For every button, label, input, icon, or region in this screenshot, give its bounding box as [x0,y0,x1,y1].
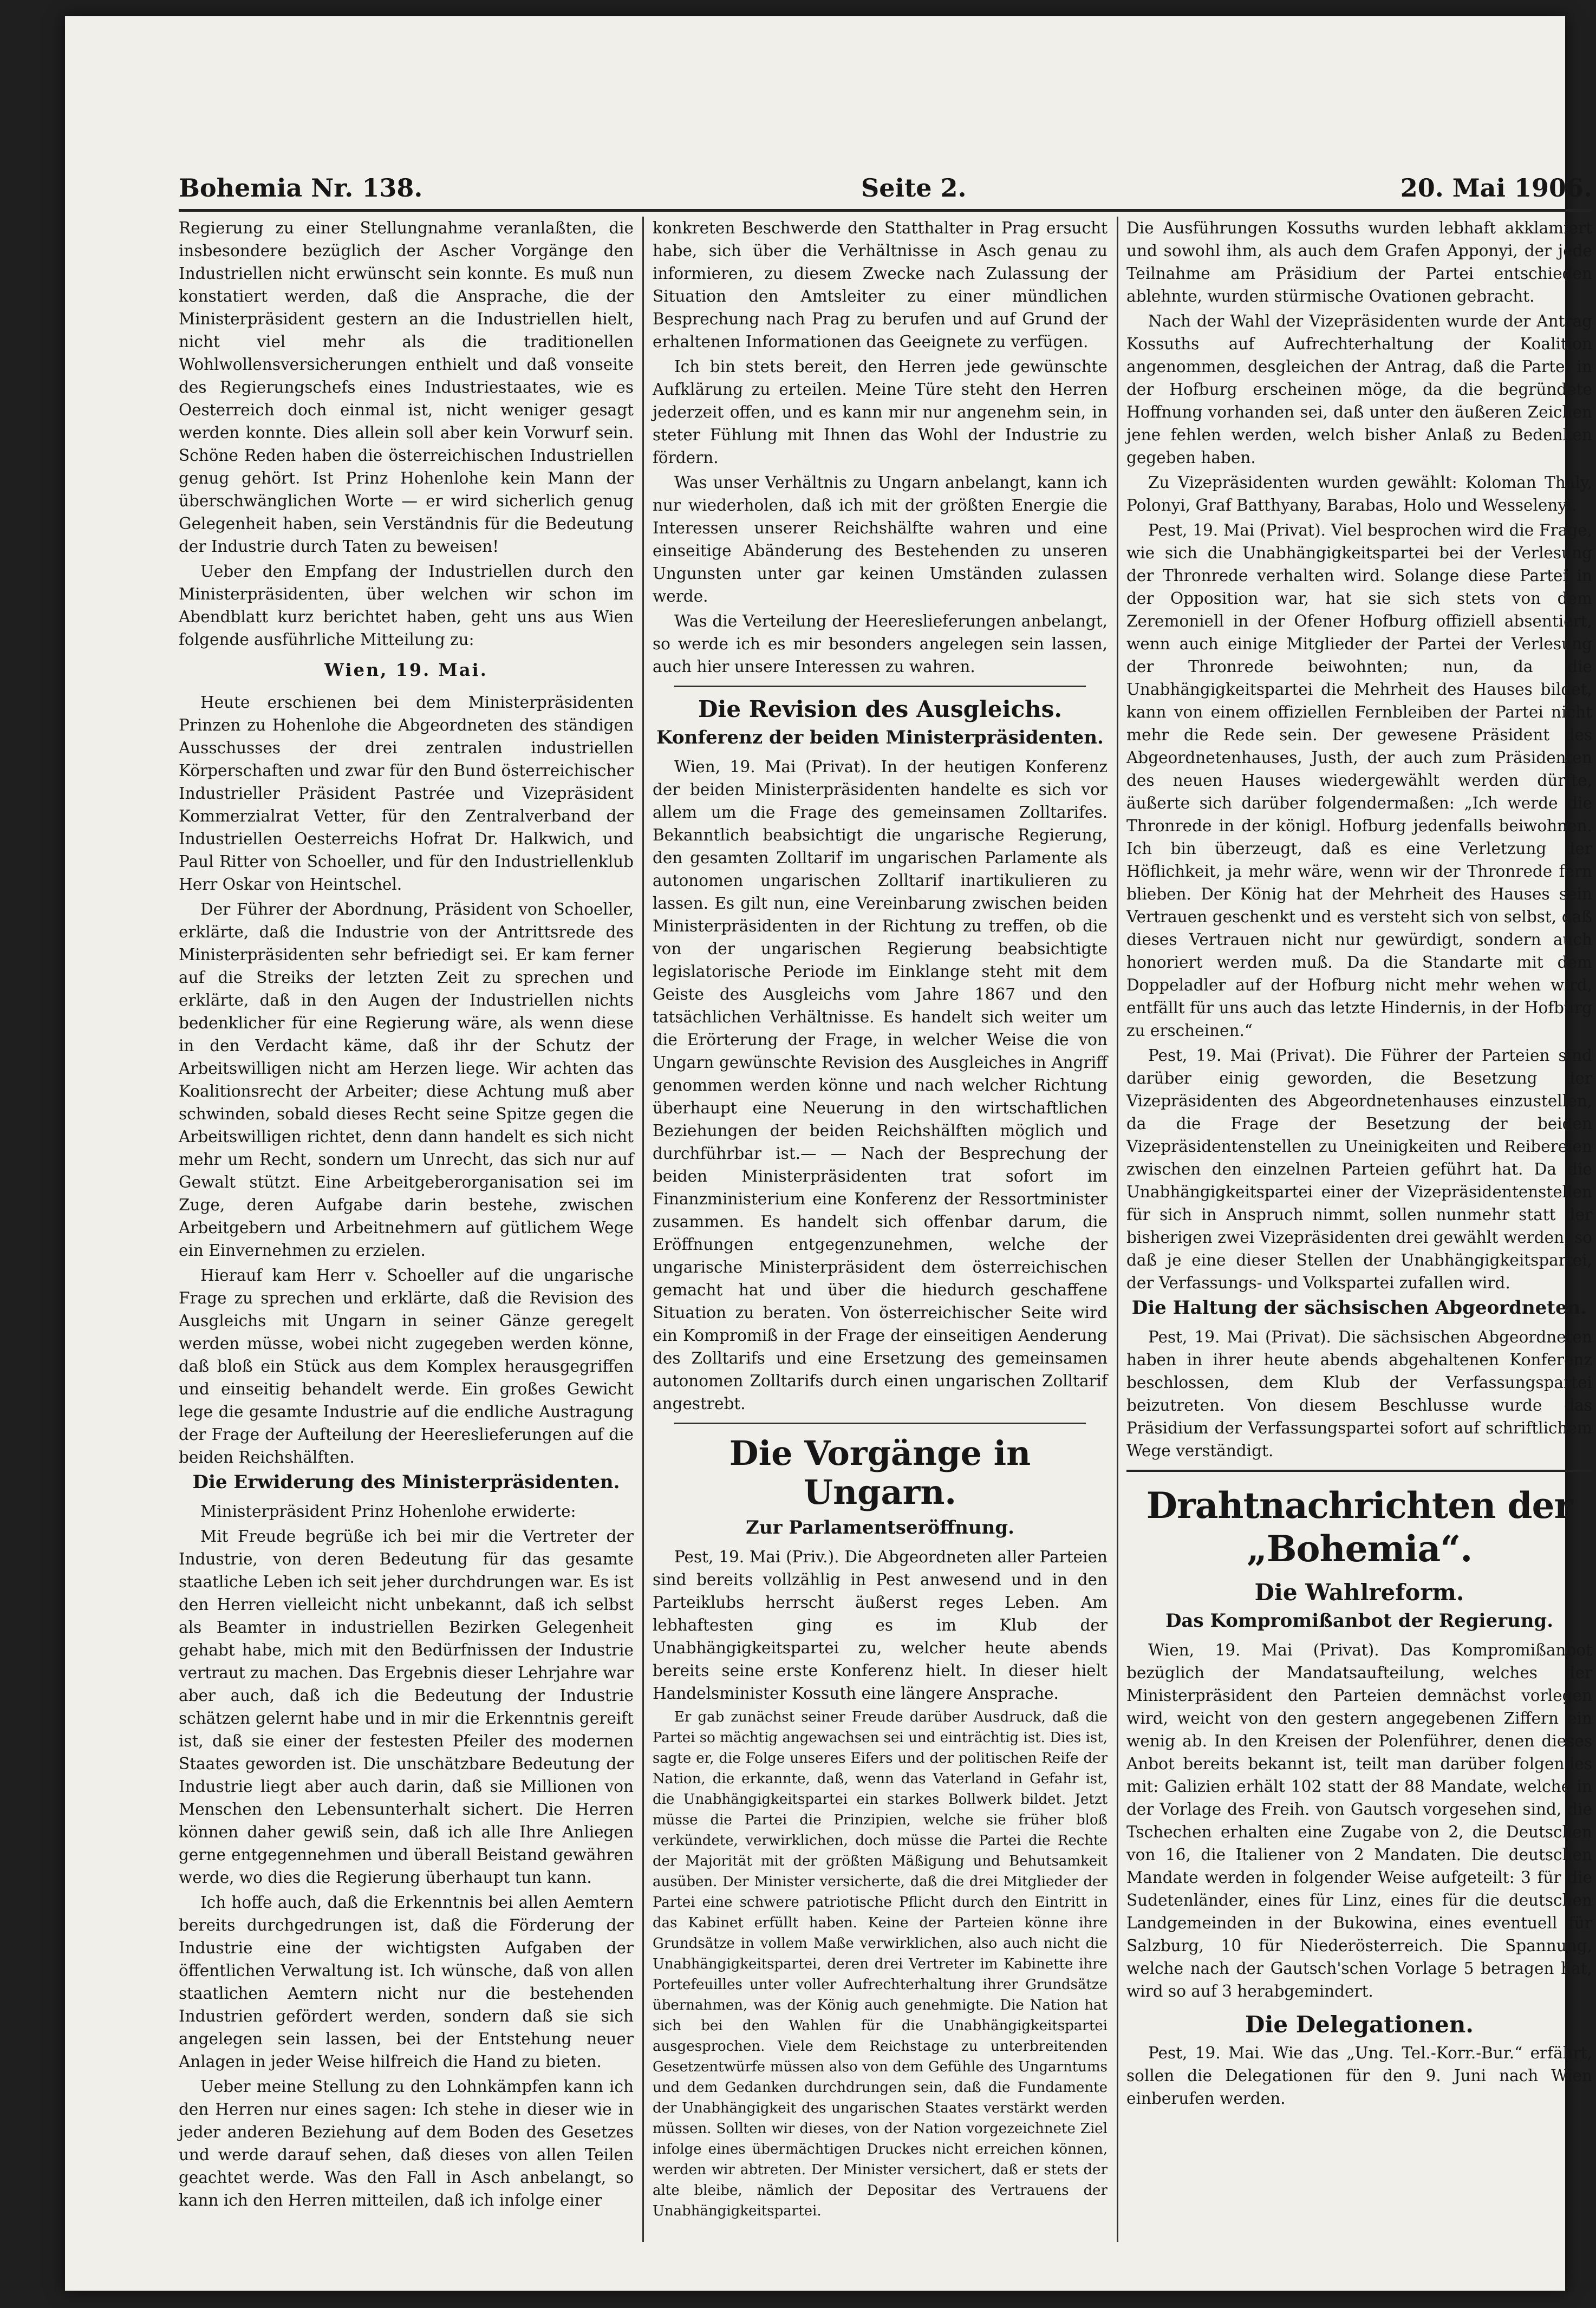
section-divider [1126,1470,1592,1472]
column-rule-2 [1117,217,1118,2242]
paragraph: Pest, 19. Mai (Privat). Die sächsischen Abgeordneten haben in ihrer heute abends abgehaltenen Konferenz beschlossen, dem Klub der Verfassungspartei beizutreten. Von diesem Beschlusse wurde das Präsidium der Verfassungspartei sofort auf schriftlichem Wege verständigt. [1126,1328,1592,1460]
paragraph: Zu Vizepräsidenten wurden gewählt: Koloman Thaly, Polonyi, Graf Batthyany, Barabas, Holo und Wesselenyi. [1126,473,1592,514]
paragraph: Pest, 19. Mai (Privat). Die Führer der Parteien sind darüber einig geworden, die Besetzung der Vizepräsidenten des Abgeordnetenhauses einzustellen, da die Frage der Besetzung der beiden Vizepräsidentenstellen zu Uneinigkeiten und Reibereien zwischen den einzelnen Parteien geführt hat. Da die Unabhängigkeitspartei einer der Vizepräsidentenstellen für sich in Anspruch nimmt, sollen nunmehr statt der bisherigen zwei Vizepräsidenten drei gewählt werden, so daß je eine dieser Stellen der Unabhängigkeitspartei, der Verfassungs- und Volkspartei zufallen wird. [1126,1046,1592,1292]
column-rule-1 [642,217,644,2242]
column-3 [1126,217,1592,2274]
telegram-section-title: Drahtnachrichten der „Bohemia“. [1146,1484,1573,1570]
header-rule [179,209,1592,212]
paragraph: Pest, 19. Mai (Privat). Viel besprochen wird die Frage, wie sich die Unabhängigkeitspartei bei der Verlesung der Thronrede verhalten wird. Solange diese Partei in der Opposition war, hat sie sich stets von dem Zeremoniell in der Ofener Hofburg offiziell absentiert, wenn auch einige Mitglieder der Partei der Verlesung der Thronrede beiwohnten; nun, da die Unabhängigkeitspartei die Mehrheit des Hauses bildet, kann von einem offiziellen Fernbleiben der Partei nicht mehr die Rede sein. Der gewesene Präsident des Abgeordnetenhauses, Justh, der auch zum Präsidenten des neuen Hauses wiedergewählt werden dürfte, äußerte sich darüber folgendermaßen: „Ich werde die Thronrede in der königl. Hofburg jedenfalls beiwohnen. Ich bin überzeugt, daß es eine Verletzung der Höflichkeit, ja mehr wäre, wenn wir der Thronrede fern blieben. Der König hat der Mehrheit des Hauses sein Vertrauen geschenkt und es versteht sich von selbst, daß dieses Vertrauen nicht nur gewürdigt, sondern auch honoriert werden muß. Da die Standarte mit dem Doppeladler auf der Hofburg nicht mehr wehen wird, entfällt für uns auch das letzte Hindernis, in der Hofburg zu erscheinen.“ [1126,521,1592,1040]
paragraph: konkreten Beschwerde den Statthalter in Prag ersucht habe, sich über die Verhältnisse in Asch genau zu informieren, zu diesem Zwecke nach Zulassung der Situation den Amtsleiter zu einer mündlichen Besprechung nach Prag zu berufen und auf Grund der erhaltenen Informationen das Geeignete zu verfügen. [653,219,1108,351]
paragraph: Ministerpräsident Prinz Hohenlohe erwiderte: [200,1502,576,1521]
paragraph: Die Ausführungen Kossuths wurden lebhaft akklamiert und sowohl ihm, als auch dem Grafen Apponyi, der jede Teilnahme am Präsidium der Partei entschieden ablehnte, wurden stürmische Ovationen gebracht. [1126,219,1592,305]
newspaper-page [65,16,1592,2291]
issue-date: 20. Mai 1906. [1400,173,1592,203]
paragraph: Was unser Verhältnis zu Ungarn anbelangt, kann ich nur wiederholen, daß ich mit der größten Energie die Interessen unserer Reichshälfte wahren und eine einseitige Abänderung des Bestehenden zu unseren Ungunsten unter gar keinen Umständen zulassen werde. [653,473,1108,605]
dateline: Wien, 19. Mai. [324,660,488,680]
page-number: Seite 2. [861,173,967,203]
section-heading: Die Erwiderung des Ministerpräsidenten. [192,1471,620,1493]
paragraph: Ueber den Empfang der Industriellen durch den Ministerpräsidenten, über welchen wir schon im Abendblatt kurz berichtet haben, geht uns aus Wien folgende ausführliche Mitteilung zu: [179,562,634,649]
section-subheading: Konferenz der beiden Ministerpräsidenten. [656,727,1104,748]
paragraph: Der Führer der Abordnung, Präsident von Schoeller, erklärte, daß die Industrie von der Antrittsrede des Ministerpräsidenten sehr befriedigt sei. Er kam ferner auf die Streiks der letzten Zeit zu sprechen und erklärte, daß in den Augen der Industriellen nichts bedenklicher für eine Regierung wäre, als wenn diese in den Verdacht käme, daß ihr der Schutz der Arbeitswilligen nicht am Herzen liege. Wir achten das Koalitionsrecht der Arbeiter; diese Achtung muß aber schwinden, sobald dieses Recht seine Spitze gegen die Arbeitswilligen richtet, denn dann handelt es sich nicht mehr um Recht, sondern um Unrecht, das sich nur auf Gewalt stützt. Eine Arbeitgeberorganisation sei im Zuge, deren Aufgabe darin bestehe, zwischen Arbeitgebern und Arbeitnehmern auf gütlichem Wege ein Einvernehmen zu erzielen. [179,900,634,1260]
paragraph: Wien, 19. Mai (Privat). Das Kompromißanbot bezüglich der Mandatsaufteilung, welches der Ministerpräsident den Parteien demnächst vorlegen wird, weicht von den gestern angegebenen Ziffern ein wenig ab. In den Kreisen der Polenführer, denen dieses Anbot bereits bekannt ist, teilt man darüber folgendes mit: Galizien erhält 102 statt der 88 Mandate, welche in der Vorlage des Freih. von Gautsch vorgesehen sind, die Tschechen erhalten eine Zugabe von 2, die Deutschen von 16, die Italiener von 2 Mandaten. Die deutschen Mandate werden in folgender Weise aufgeteilt: 3 für die Sudetenländer, eines für Linz, eines für die deutschen Landgemeinden in der Bukowina, eines eventuell für Salzburg, 10 für Niederösterreich. Die Spannung, welche nach der Gautsch'schen Vorlage 5 betragen hat, wird so auf 3 herabgemindert. [1126,1641,1592,2000]
section-subheading: Das Kompromißanbot der Regierung. [1165,1610,1554,1632]
section-heading: Die Vorgänge in Ungarn. [729,1433,1031,1512]
paragraph: Ich hoffe auch, daß die Erkenntnis bei allen Aemtern bereits durchgedrungen ist, daß die Förderung der Industrie eine der wichtigsten Aufgaben der öffentlichen Verwaltung ist. Ich wünsche, daß von allen staatlichen Aemtern nicht nur die bestehenden Industrien gefördert werden, sondern daß sie sich angelegen sein lassen, bei der Entstehung neuer Anlagen in jeder Weise hilfreich die Hand zu bieten. [179,1893,634,2071]
section-heading: Die Haltung der sächsischen Abgeordneten. [1131,1297,1587,1319]
paragraph: Heute erschienen bei dem Ministerpräsidenten Prinzen zu Hohenlohe die Abgeordneten des ständigen Ausschusses der drei zentralen industriellen Körperschaften und zwar für den Bund österreichischer Industrieller Präsident Pastrée und Vizepräsident Kommerzialrat Vetter, für den Zentralverband der Industriellen Oesterreichs Hofrat Dr. Halkwich, und Paul Ritter von Schoeller, und für den Industriellenklub Herr Oskar von Heintschel. [179,693,634,894]
paragraph: Was die Verteilung der Heereslieferungen anbelangt, so werde ich es mir besonders angelegen sein lassen, auch hier unsere Interessen zu wahren. [653,612,1108,676]
column-2 [653,217,1108,2274]
paragraph: Pest, 19. Mai (Priv.). Die Abgeordneten aller Parteien sind bereits vollzählig in Pest anwesend und in den Parteiklubs herrscht äußerst reges Leben. Am lebhaftesten ging es im Klub der Unabhängigkeitspartei zu, welcher heute abends bereits seine erste Konferenz hielt. In dieser hielt Handelsminister Kossuth eine längere Ansprache. [653,1548,1108,1703]
column-1 [179,217,634,2274]
section-divider [674,1423,1086,1424]
section-heading: Die Wahlreform. [1254,1579,1464,1606]
paragraph: Pest, 19. Mai. Wie das „Ung. Tel.-Korr.-Bur.“ erfährt, sollen die Delegationen für den 9. Juni nach Wien einberufen werden. [1126,2044,1592,2108]
paragraph: Ueber meine Stellung zu den Lohnkämpfen kann ich den Herren nur eines sagen: Ich stehe in dieser wie in jeder anderen Beziehung auf dem Boden des Gesetzes und werde darauf sehen, daß dieses von allen Teilen geachtet werde. Was den Fall in Asch anbelangt, so kann ich den Herren mitteilen, daß ich infolge einer [179,2077,634,2209]
masthead-issue: Bohemia Nr. 138. [179,173,423,203]
section-heading: Die Delegationen. [1245,2011,1474,2038]
paragraph: Hierauf kam Herr v. Schoeller auf die ungarische Frage zu sprechen und erklärte, daß die Revision des Ausgleichs mit Ungarn in seiner Gänze geregelt werden müsse, wobei nicht zugegeben werden könne, daß bloß ein Stück aus dem Komplex herausgegriffen und einseitig behandelt werde. Ein großes Gewicht lege die gesamte Industrie auf die endliche Austragung der Frage der Aufteilung der Heereslieferungen auf die beiden Reichshälften. [179,1266,634,1466]
paragraph: Ich bin stets bereit, den Herren jede gewünschte Aufklärung zu erteilen. Meine Türe steht den Herren jederzeit offen, und es kann mir nur angenehm sein, in steter Fühlung mit Ihnen das Wohl der Industrie zu fördern. [653,357,1108,467]
paragraph: Regierung zu einer Stellungnahme veranlaßten, die insbesondere bezüglich der Ascher Vorgänge den Industriellen nicht erwünscht sein konnte. Es muß nun konstatiert werden, daß die Ansprache, die der Ministerpräsident gestern an die Industriellen hielt, nicht viel mehr als die traditionellen Wohlwollensversicherungen enthielt und daß vonseite des Regierungschefs eines Industriestaates, wie es Oesterreich doch einmal ist, nicht weniger gesagt werden konnte. Dies allein soll aber kein Vorwurf sein. Schöne Reden haben die österreichischen Industriellen genug gehört. Ist Prinz Hohenlohe kein Mann der überschwänglichen Worte — er wird sicherlich genug Gelegenheit haben, sein Verständnis für die Bedeutung der Industrie durch Taten zu beweisen! [179,219,634,556]
paragraph: Wien, 19. Mai (Privat). In der heutigen Konferenz der beiden Ministerpräsidenten handelte es sich vor allem um die Frage des gemeinsamen Zolltarifes. Bekanntlich beabsichtigt die ungarische Regierung, den gesamten Zolltarif im ungarischen Parlamente als autonomen ungarischen Zolltarif inartikulieren zu lassen. Es gilt nun, eine Vereinbarung zwischen beiden Ministerpräsidenten in der Richtung zu treffen, ob die von der ungarischen Regierung beabsichtigte legislatorische Periode im Einklange steht mit dem Geiste des Ausgleichs vom Jahre 1867 und den tatsächlichen Verhältnisse. Es handelt sich weiter um die Erörterung der Frage, in welcher Weise die von Ungarn gewünschte Revision des Ausgleiches in Angriff genommen werden könne und nach welcher Richtung überhaupt eine Neuerung in den wirtschaftlichen Beziehungen der beiden Reichshälften möglich und durchführbar ist.— — Nach der Besprechung der beiden Ministerpräsidenten trat sofort im Finanzministerium eine Konferenz der Ressortminister zusammen. Es handelt sich offenbar darum, die Eröffnungen entgegenzunehmen, welche der ungarische Ministerpräsident dem österreichischen gemacht hat und über die hiedurch geschaffene Situation zu beraten. Von österreichischer Seite wird ein Kompromiß in der Frage der einseitigen Aenderung des Zolltarifs und eine Ersetzung des gemeinsamen autonomen Zolltarifs durch einen ungarischen Zolltarif angestrebt. [653,758,1108,1413]
paragraph: Er gab zunächst seiner Freude darüber Ausdruck, daß die Partei so mächtig angewachsen sei und einträchtig ist. Dies ist, sagte er, die Folge unseres Eifers und der politischen Reife der Nation, die erkannte, daß, wenn das Vaterland in Gefahr ist, die Unabhängigkeitspartei ein starkes Bollwerk bildet. Jetzt müsse die Partei die Prinzipien, welche sie früher bloß verkündete, verwirklichen, doch müsse die Partei die Rechte der Majorität mit der größten Mäßigung und Behutsamkeit ausüben. Der Minister versicherte, daß die drei Mitglieder der Partei eine schwere patriotische Pflicht durch den Eintritt in das Kabinet erfüllt haben. Keine der Parteien könne ihre Grundsätze in vollem Maße verwirklichen, also auch nicht die Unabhängigkeitspartei, deren drei Vertreter im Kabinette ihre Portefeuilles unter voller Aufrechterhaltung ihrer Grundsätze übernahmen, was der König auch genehmigte. Die Nation hat sich bei den Wahlen für die Unabhängigkeitspartei ausgesprochen. Viele dem Reichstage zu unterbreitenden Gesetzentwürfe müssen also von dem Gefühle des Ungarntums und dem Gedanken durchdrungen sein, daß die Fundamente der Unabhängigkeit des ungarischen Staates verstärkt werden müssen. Sollten wir dieses, von der Nation vorgezeichnete Ziel infolge eines übermächtigen Druckes nicht erreichen können, werden wir abtreten. Der Minister versichert, daß er stets der alte bleibe, nämlich der Depositar des Vertrauens der Unabhängigkeitspartei. [653,1709,1108,2219]
section-heading: Die Revision des Ausgleichs. [698,696,1062,722]
paragraph: Mit Freude begrüße ich bei mir die Vertreter der Industrie, von deren Bedeutung für das gesamte staatliche Leben ich seit jeher durchdrungen war. Es ist den Herren vielleicht nicht unbekannt, daß ich selbst als Beamter in industriellen Bezirken Gelegenheit gehabt habe, mich mit den Bedürfnissen der Industrie vertraut zu machen. Das Ergebnis dieser Lehrjahre war aber auch, daß ich die Bedeutung der Industrie schätzen gelernt habe und in mir die Erkenntnis gereift ist, daß sie einer der festesten Pfeiler des modernen Staates geworden ist. Die unschätzbare Bedeutung der Industrie liegt aber auch darin, daß sie Millionen von Menschen den Lebensunterhalt sichert. Die Herren können daher gewiß sein, daß ich alle Ihre Anliegen gerne entgegennehmen und überall Beistand gewähren werde, wo dies die Regierung überhaupt tun kann. [179,1527,634,1887]
paragraph: Nach der Wahl der Vizepräsidenten wurde der Antrag Kossuths auf Aufrechterhaltung der Koalition angenommen, desgleichen der Antrag, daß die Partei in der Hofburg erscheinen möge, da die begründete Hoffnung vorhanden sei, daß unter den äußeren Zeichen jene fehlen werden, welch bisher Anlaß zu Bedenken gegeben haben. [1126,312,1592,467]
running-header [179,162,1592,211]
section-divider [674,686,1086,687]
section-subheading: Zur Parlamentseröffnung. [746,1517,1014,1538]
